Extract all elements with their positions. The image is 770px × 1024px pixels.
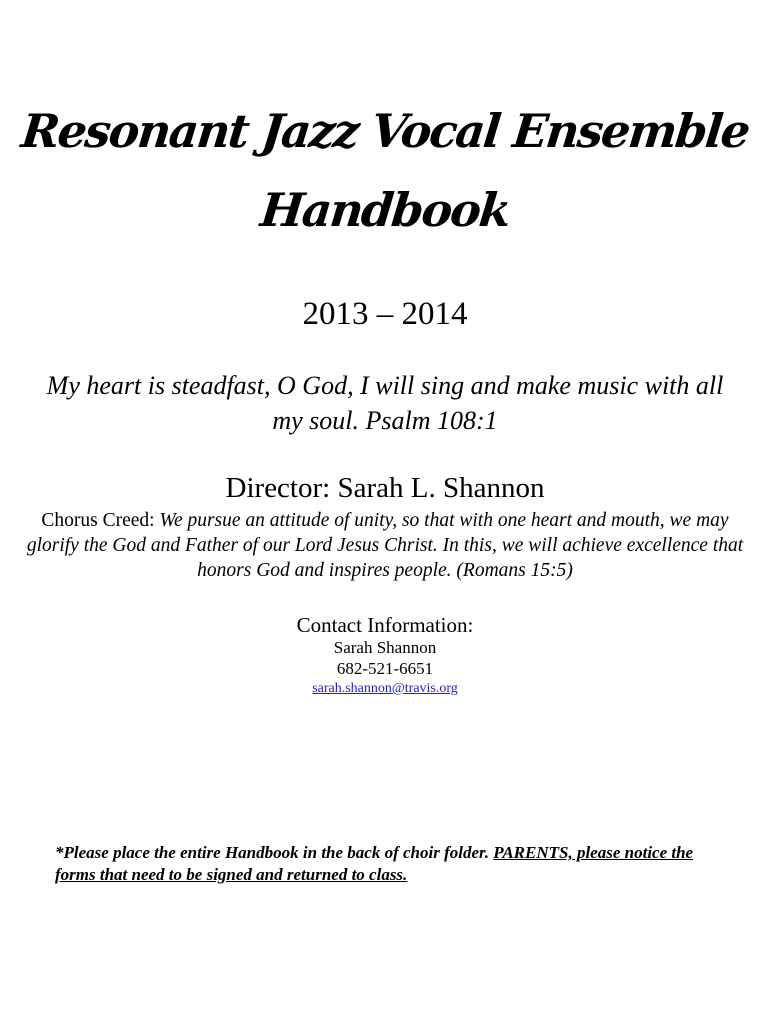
contact-phone: 682-521-6651 bbox=[336, 659, 434, 678]
creed-text: We pursue an attitude of unity, so that with one heart and mouth, we may glorify the God and Father of our Lord Jesus Christ. In this, we will achieve excellence that honors God and inspires people. (Romans 15:5) bbox=[26, 510, 744, 581]
notice-text: *Please place the entire Handbook in the back of choir folder. bbox=[55, 843, 494, 862]
parent-notice bbox=[55, 842, 735, 886]
contact-email-row bbox=[0, 681, 770, 697]
title-line-2: Handbook bbox=[258, 183, 512, 237]
title-line-1: Resonant Jazz Vocal Ensemble bbox=[18, 104, 752, 158]
creed-label: Chorus Creed: bbox=[41, 510, 160, 531]
contact-name: Sarah Shannon bbox=[333, 638, 437, 657]
contact-email-link[interactable]: sarah.shannon@travis.org bbox=[312, 681, 458, 696]
contact-heading: Contact Information: bbox=[296, 613, 474, 637]
notice-underlined-text: PARENTS, please notice the forms that need to be signed and returned to class. bbox=[55, 843, 694, 884]
director-line: Director: Sarah L. Shannon bbox=[225, 472, 545, 504]
chorus-creed bbox=[20, 508, 750, 583]
scripture-verse: My heart is steadfast, O God, I will sing and make music with all my soul. Psalm 108:1 bbox=[46, 371, 724, 435]
school-year: 2013 – 2014 bbox=[302, 296, 468, 332]
